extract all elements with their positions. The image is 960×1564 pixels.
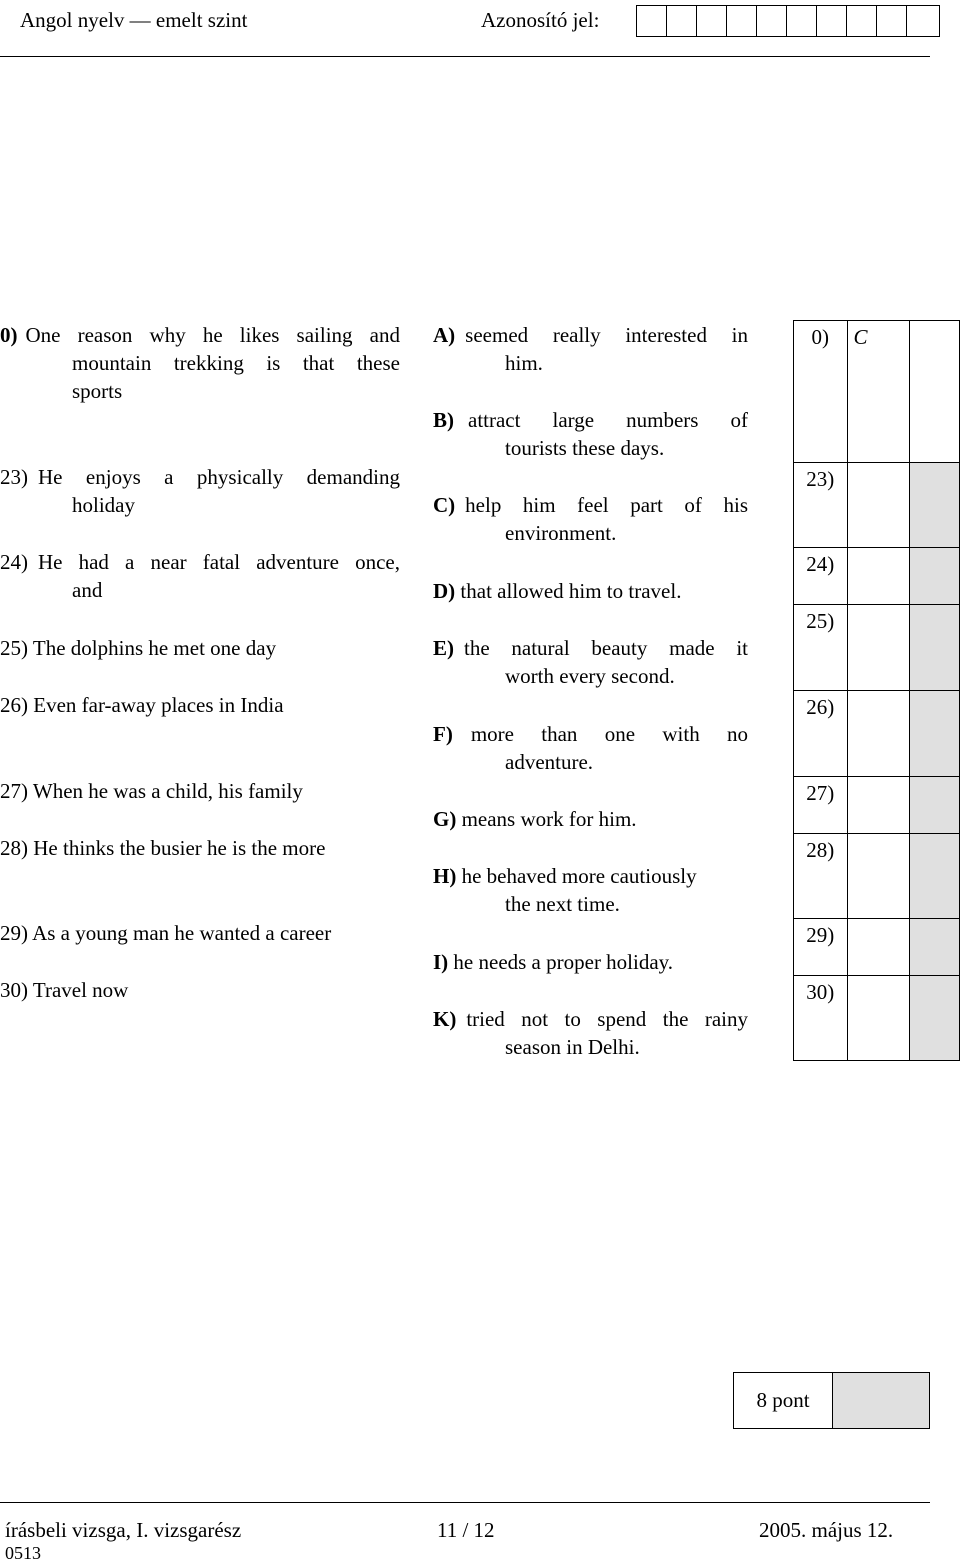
- stem-text: One reason why he likes sailing and: [25, 323, 400, 347]
- stem-23: [0, 463, 400, 519]
- option-text: he needs a proper holiday.: [453, 950, 674, 974]
- stem-27: [0, 777, 400, 805]
- answer-label: 26): [794, 691, 848, 777]
- answer-cell[interactable]: [847, 548, 909, 605]
- answer-row: [794, 976, 960, 1061]
- stem-text: He thinks the busier he is the more: [33, 836, 326, 860]
- stem-text-cont: holiday: [72, 493, 135, 517]
- option-letter: A): [433, 323, 456, 347]
- option-h: [433, 862, 748, 918]
- stem-text: Travel now: [32, 978, 129, 1002]
- stem-num: 25): [0, 636, 28, 660]
- answer-label: 28): [794, 834, 848, 919]
- footer-rule: [0, 1502, 930, 1503]
- answer-table: [793, 320, 960, 1061]
- option-f: [433, 720, 748, 776]
- stem-29: [0, 919, 400, 947]
- answer-cell[interactable]: [847, 691, 909, 777]
- answer-cell: C: [847, 321, 909, 463]
- header-id-label: Azonosító jel:: [481, 8, 600, 32]
- option-text-cont: the next time.: [505, 892, 620, 916]
- answer-label: 24): [794, 548, 848, 605]
- option-text: that allowed him to travel.: [460, 579, 682, 603]
- option-i: [433, 948, 748, 976]
- stem-25: [0, 634, 400, 662]
- option-letter: K): [433, 1007, 457, 1031]
- option-text: seemed really interested in: [465, 323, 748, 347]
- stem-num: 28): [0, 836, 28, 860]
- header-subject: Angol nyelv — emelt szint: [20, 8, 248, 32]
- score-label: 8 pont: [734, 1373, 833, 1428]
- option-letter: G): [433, 807, 457, 831]
- answer-row: [794, 777, 960, 834]
- score-cell: [909, 548, 959, 605]
- option-letter: F): [433, 722, 453, 746]
- answer-row: [794, 321, 960, 463]
- stem-text-cont: mountain trekking is that these: [72, 351, 400, 375]
- option-e: [433, 634, 748, 690]
- option-text: the natural beauty made it: [464, 636, 748, 660]
- footer-date: 2005. május 12.: [759, 1518, 894, 1542]
- option-c: [433, 491, 748, 547]
- id-box[interactable]: [756, 5, 787, 37]
- score-cell: [909, 919, 959, 976]
- option-d: [433, 577, 748, 605]
- option-text: help him feel part of his: [465, 493, 748, 517]
- footer-exam: írásbeli vizsga, I. vizsgarész: [5, 1518, 242, 1542]
- stem-num: 26): [0, 693, 28, 717]
- answer-row: [794, 834, 960, 919]
- answer-label: 29): [794, 919, 848, 976]
- id-box[interactable]: [666, 5, 697, 37]
- answer-cell[interactable]: [847, 976, 909, 1061]
- id-box[interactable]: [816, 5, 847, 37]
- id-box[interactable]: [696, 5, 727, 37]
- answer-label: 27): [794, 777, 848, 834]
- stem-num: 27): [0, 779, 28, 803]
- option-letter: H): [433, 864, 457, 888]
- option-text-cont: environment.: [505, 521, 617, 545]
- option-text-cont: adventure.: [505, 750, 594, 774]
- stem-text-cont: and: [72, 578, 103, 602]
- option-text-cont: worth every second.: [505, 664, 675, 688]
- option-text: more than one with no: [470, 722, 748, 746]
- answer-label: 23): [794, 463, 848, 548]
- id-box[interactable]: [636, 5, 667, 37]
- answer-label: 0): [794, 321, 848, 463]
- answer-row: [794, 691, 960, 777]
- option-text-cont: season in Delhi.: [505, 1035, 640, 1059]
- id-box[interactable]: [906, 5, 940, 37]
- option-g: [433, 805, 748, 833]
- footer-page: 11 / 12: [437, 1518, 495, 1542]
- id-box[interactable]: [846, 5, 877, 37]
- id-box[interactable]: [726, 5, 757, 37]
- answer-cell[interactable]: [847, 777, 909, 834]
- stem-num: 30): [0, 978, 28, 1002]
- answer-cell[interactable]: [847, 605, 909, 691]
- answer-cell[interactable]: [847, 834, 909, 919]
- stem-24: [0, 548, 400, 604]
- option-a: [433, 321, 748, 377]
- answer-row: [794, 919, 960, 976]
- stem-text: He enjoys a physically demanding: [38, 465, 400, 489]
- stem-text-cont: sports: [72, 379, 123, 403]
- id-box[interactable]: [876, 5, 907, 37]
- score-cell: [909, 691, 959, 777]
- stem-num: 24): [0, 550, 28, 574]
- option-b: [433, 406, 748, 462]
- answer-label: 30): [794, 976, 848, 1061]
- id-box[interactable]: [786, 5, 817, 37]
- option-letter: I): [433, 950, 449, 974]
- answer-label: 25): [794, 605, 848, 691]
- footer-code: 0513: [5, 1543, 41, 1563]
- score-cell: [909, 321, 959, 463]
- score-fill: [833, 1373, 929, 1428]
- answer-cell[interactable]: [847, 919, 909, 976]
- stem-0: [0, 321, 400, 405]
- answer-row: [794, 463, 960, 548]
- option-letter: C): [433, 493, 456, 517]
- stem-text: When he was a child, his family: [32, 779, 303, 803]
- option-text-cont: him.: [505, 351, 543, 375]
- option-letter: D): [433, 579, 456, 603]
- score-cell: [909, 463, 959, 548]
- stem-text: Even far-away places in India: [33, 693, 284, 717]
- stem-num: 23): [0, 465, 28, 489]
- option-text: attract large numbers of: [468, 408, 748, 432]
- score-box: [733, 1372, 930, 1429]
- score-cell: [909, 605, 959, 691]
- option-letter: B): [433, 408, 454, 432]
- stem-30: [0, 976, 400, 1004]
- stem-num: 0): [0, 323, 18, 347]
- option-k: [433, 1005, 748, 1061]
- score-cell: [909, 834, 959, 919]
- answer-row: [794, 605, 960, 691]
- stem-text: As a young man he wanted a career: [32, 921, 332, 945]
- answer-cell[interactable]: [847, 463, 909, 548]
- option-letter: E): [433, 636, 454, 660]
- option-text: he behaved more cautiously: [461, 864, 697, 888]
- answer-row: [794, 548, 960, 605]
- stem-26: [0, 691, 400, 719]
- stem-28: [0, 834, 400, 862]
- option-text: means work for him.: [461, 807, 637, 831]
- stem-text: The dolphins he met one day: [32, 636, 277, 660]
- option-text-cont: tourists these days.: [505, 436, 665, 460]
- score-cell: [909, 777, 959, 834]
- stem-num: 29): [0, 921, 28, 945]
- option-text: tried not to spend the rainy: [466, 1007, 748, 1031]
- stem-text: He had a near fatal adventure once,: [38, 550, 400, 574]
- score-cell: [909, 976, 959, 1061]
- header-rule: [0, 56, 930, 57]
